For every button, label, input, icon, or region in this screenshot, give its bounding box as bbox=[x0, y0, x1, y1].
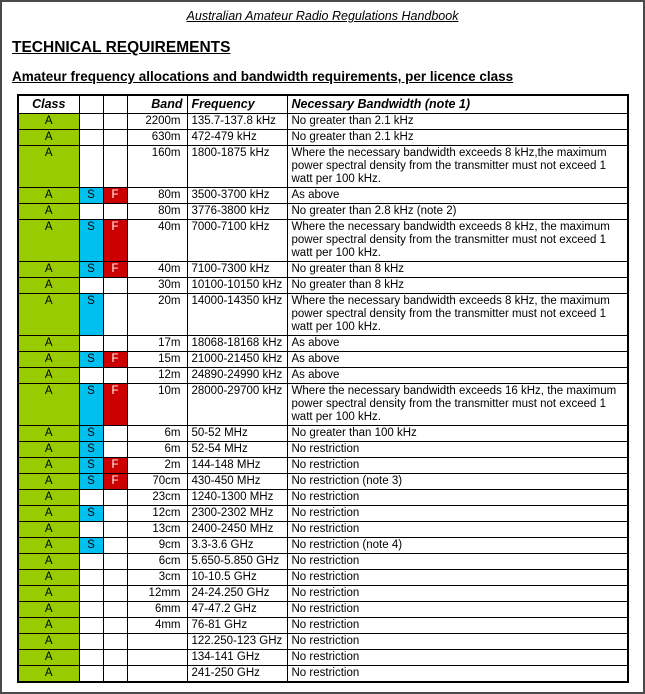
class-cell: A bbox=[18, 602, 79, 618]
band-cell: 80m bbox=[127, 204, 187, 220]
bandwidth-cell: No greater than 8 kHz bbox=[287, 278, 628, 294]
frequency-cell: 18068-18168 kHz bbox=[187, 336, 287, 352]
s-flag-cell: S bbox=[79, 384, 103, 426]
frequency-cell: 430-450 MHz bbox=[187, 474, 287, 490]
band-cell: 6mm bbox=[127, 602, 187, 618]
class-cell: A bbox=[18, 188, 79, 204]
band-cell: 80m bbox=[127, 188, 187, 204]
bandwidth-cell: No restriction bbox=[287, 666, 628, 683]
class-cell: A bbox=[18, 442, 79, 458]
table-row bbox=[18, 474, 628, 490]
s-flag-cell bbox=[79, 650, 103, 666]
class-cell: A bbox=[18, 130, 79, 146]
table-row bbox=[18, 426, 628, 442]
band-cell: 70cm bbox=[127, 474, 187, 490]
s-flag-cell bbox=[79, 336, 103, 352]
class-cell: A bbox=[18, 650, 79, 666]
s-flag-cell bbox=[79, 618, 103, 634]
s-flag-cell: S bbox=[79, 352, 103, 368]
class-cell: A bbox=[18, 384, 79, 426]
s-flag-cell: S bbox=[79, 474, 103, 490]
table-row bbox=[18, 506, 628, 522]
band-cell: 15m bbox=[127, 352, 187, 368]
frequency-cell: 76-81 GHz bbox=[187, 618, 287, 634]
frequency-cell: 3500-3700 kHz bbox=[187, 188, 287, 204]
frequency-cell: 134-141 GHz bbox=[187, 650, 287, 666]
class-cell: A bbox=[18, 426, 79, 442]
class-cell: A bbox=[18, 278, 79, 294]
table-row bbox=[18, 130, 628, 146]
frequency-cell: 144-148 MHz bbox=[187, 458, 287, 474]
f-flag-cell bbox=[103, 204, 127, 220]
f-flag-cell bbox=[103, 570, 127, 586]
f-flag-cell: F bbox=[103, 220, 127, 262]
bandwidth-cell: As above bbox=[287, 336, 628, 352]
frequency-cell: 52-54 MHz bbox=[187, 442, 287, 458]
bandwidth-cell: No restriction (note 3) bbox=[287, 474, 628, 490]
header-f-flag bbox=[103, 95, 127, 114]
frequency-cell: 1800-1875 kHz bbox=[187, 146, 287, 188]
bandwidth-cell: No restriction bbox=[287, 554, 628, 570]
frequency-cell: 14000-14350 kHz bbox=[187, 294, 287, 336]
frequency-allocations-table bbox=[17, 94, 629, 683]
bandwidth-cell: No greater than 100 kHz bbox=[287, 426, 628, 442]
class-cell: A bbox=[18, 490, 79, 506]
bandwidth-cell: As above bbox=[287, 368, 628, 384]
f-flag-cell bbox=[103, 130, 127, 146]
frequency-cell: 24890-24990 kHz bbox=[187, 368, 287, 384]
class-cell: A bbox=[18, 522, 79, 538]
frequency-cell: 10100-10150 kHz bbox=[187, 278, 287, 294]
band-cell: 6m bbox=[127, 426, 187, 442]
f-flag-cell: F bbox=[103, 262, 127, 278]
f-flag-cell bbox=[103, 278, 127, 294]
band-cell: 160m bbox=[127, 146, 187, 188]
f-flag-cell bbox=[103, 522, 127, 538]
band-cell: 30m bbox=[127, 278, 187, 294]
table-row bbox=[18, 294, 628, 336]
f-flag-cell: F bbox=[103, 384, 127, 426]
f-flag-cell bbox=[103, 336, 127, 352]
s-flag-cell: S bbox=[79, 188, 103, 204]
table-row bbox=[18, 458, 628, 474]
band-cell: 6cm bbox=[127, 554, 187, 570]
frequency-cell: 47-47.2 GHz bbox=[187, 602, 287, 618]
table-row bbox=[18, 650, 628, 666]
table-row bbox=[18, 602, 628, 618]
f-flag-cell bbox=[103, 554, 127, 570]
header-row bbox=[18, 95, 628, 114]
table-row bbox=[18, 442, 628, 458]
s-flag-cell bbox=[79, 634, 103, 650]
s-flag-cell: S bbox=[79, 442, 103, 458]
s-flag-cell: S bbox=[79, 458, 103, 474]
class-cell: A bbox=[18, 146, 79, 188]
bandwidth-cell: No greater than 2.8 kHz (note 2) bbox=[287, 204, 628, 220]
class-cell: A bbox=[18, 538, 79, 554]
frequency-cell: 24-24.250 GHz bbox=[187, 586, 287, 602]
s-flag-cell bbox=[79, 130, 103, 146]
table-row bbox=[18, 188, 628, 204]
bandwidth-cell: As above bbox=[287, 352, 628, 368]
table-row bbox=[18, 368, 628, 384]
band-cell: 2200m bbox=[127, 114, 187, 130]
bandwidth-cell: No restriction bbox=[287, 650, 628, 666]
document-title: Australian Amateur Radio Regulations Handbook bbox=[186, 9, 459, 23]
table-row bbox=[18, 220, 628, 262]
s-flag-cell bbox=[79, 522, 103, 538]
table-row bbox=[18, 262, 628, 278]
header-frequency: Frequency bbox=[187, 95, 287, 114]
frequency-cell: 472-479 kHz bbox=[187, 130, 287, 146]
section-heading: TECHNICAL REQUIREMENTS bbox=[12, 39, 231, 56]
bandwidth-cell: No restriction bbox=[287, 522, 628, 538]
table-body bbox=[18, 114, 628, 683]
s-flag-cell: S bbox=[79, 220, 103, 262]
band-cell: 3cm bbox=[127, 570, 187, 586]
frequency-cell: 5.650-5.850 GHz bbox=[187, 554, 287, 570]
class-cell: A bbox=[18, 352, 79, 368]
band-cell: 10m bbox=[127, 384, 187, 426]
frequency-cell: 10-10.5 GHz bbox=[187, 570, 287, 586]
band-cell: 12m bbox=[127, 368, 187, 384]
f-flag-cell: F bbox=[103, 474, 127, 490]
class-cell: A bbox=[18, 220, 79, 262]
table-row bbox=[18, 522, 628, 538]
f-flag-cell bbox=[103, 114, 127, 130]
class-cell: A bbox=[18, 368, 79, 384]
band-cell: 20m bbox=[127, 294, 187, 336]
f-flag-cell bbox=[103, 442, 127, 458]
table-row bbox=[18, 634, 628, 650]
s-flag-cell bbox=[79, 666, 103, 683]
f-flag-cell bbox=[103, 426, 127, 442]
table-row bbox=[18, 352, 628, 368]
frequency-cell: 2300-2302 MHz bbox=[187, 506, 287, 522]
table-row bbox=[18, 570, 628, 586]
frequency-cell: 2400-2450 MHz bbox=[187, 522, 287, 538]
f-flag-cell bbox=[103, 586, 127, 602]
header-s-flag bbox=[79, 95, 103, 114]
s-flag-cell bbox=[79, 278, 103, 294]
bandwidth-cell: No restriction bbox=[287, 602, 628, 618]
s-flag-cell bbox=[79, 554, 103, 570]
bandwidth-cell: No greater than 2.1 kHz bbox=[287, 114, 628, 130]
table-row bbox=[18, 384, 628, 426]
table-row bbox=[18, 666, 628, 683]
f-flag-cell bbox=[103, 634, 127, 650]
table-row bbox=[18, 586, 628, 602]
f-flag-cell: F bbox=[103, 352, 127, 368]
band-cell bbox=[127, 666, 187, 683]
class-cell: A bbox=[18, 458, 79, 474]
bandwidth-cell: No restriction bbox=[287, 442, 628, 458]
frequency-cell: 7100-7300 kHz bbox=[187, 262, 287, 278]
f-flag-cell bbox=[103, 506, 127, 522]
f-flag-cell bbox=[103, 538, 127, 554]
f-flag-cell: F bbox=[103, 188, 127, 204]
s-flag-cell bbox=[79, 368, 103, 384]
bandwidth-cell: Where the necessary bandwidth exceeds 8 kHz,the maximum power spectral density from the transmitter must not exceed 1 watt per 100 kHz. bbox=[287, 146, 628, 188]
table-row bbox=[18, 538, 628, 554]
s-flag-cell bbox=[79, 570, 103, 586]
class-cell: A bbox=[18, 262, 79, 278]
frequency-cell: 135.7-137.8 kHz bbox=[187, 114, 287, 130]
header-necessary-bandwidth: Necessary Bandwidth (note 1) bbox=[287, 95, 628, 114]
s-flag-cell bbox=[79, 602, 103, 618]
class-cell: A bbox=[18, 204, 79, 220]
bandwidth-cell: Where the necessary bandwidth exceeds 8 kHz, the maximum power spectral density from the transmitter must not exceed 1 watt per 100 kHz. bbox=[287, 294, 628, 336]
f-flag-cell: F bbox=[103, 458, 127, 474]
f-flag-cell bbox=[103, 618, 127, 634]
bandwidth-cell: No restriction bbox=[287, 634, 628, 650]
f-flag-cell bbox=[103, 490, 127, 506]
bandwidth-cell: No restriction bbox=[287, 618, 628, 634]
bandwidth-cell: No restriction bbox=[287, 458, 628, 474]
frequency-cell: 241-250 GHz bbox=[187, 666, 287, 683]
table-row bbox=[18, 336, 628, 352]
table-row bbox=[18, 278, 628, 294]
bandwidth-cell: No greater than 8 kHz bbox=[287, 262, 628, 278]
s-flag-cell: S bbox=[79, 506, 103, 522]
frequency-cell: 21000-21450 kHz bbox=[187, 352, 287, 368]
frequency-cell: 1240-1300 MHz bbox=[187, 490, 287, 506]
s-flag-cell bbox=[79, 204, 103, 220]
bandwidth-cell: No restriction bbox=[287, 570, 628, 586]
f-flag-cell bbox=[103, 294, 127, 336]
band-cell bbox=[127, 634, 187, 650]
band-cell: 40m bbox=[127, 220, 187, 262]
s-flag-cell bbox=[79, 586, 103, 602]
bandwidth-cell: No greater than 2.1 kHz bbox=[287, 130, 628, 146]
table-row bbox=[18, 618, 628, 634]
document-page bbox=[2, 8, 643, 683]
class-cell: A bbox=[18, 554, 79, 570]
f-flag-cell bbox=[103, 602, 127, 618]
band-cell: 23cm bbox=[127, 490, 187, 506]
band-cell: 4mm bbox=[127, 618, 187, 634]
s-flag-cell bbox=[79, 114, 103, 130]
s-flag-cell: S bbox=[79, 538, 103, 554]
class-cell: A bbox=[18, 618, 79, 634]
class-cell: A bbox=[18, 114, 79, 130]
table-caption: Amateur frequency allocations and bandwidth requirements, per licence class bbox=[12, 69, 514, 84]
class-cell: A bbox=[18, 570, 79, 586]
band-cell: 17m bbox=[127, 336, 187, 352]
class-cell: A bbox=[18, 474, 79, 490]
band-cell: 630m bbox=[127, 130, 187, 146]
bandwidth-cell: Where the necessary bandwidth exceeds 8 kHz, the maximum power spectral density from the transmitter must not exceed 1 watt per 100 kHz. bbox=[287, 220, 628, 262]
table-row bbox=[18, 204, 628, 220]
band-cell: 9cm bbox=[127, 538, 187, 554]
bandwidth-cell: Where the necessary bandwidth exceeds 16 kHz, the maximum power spectral density from the transmitter must not exceed 1 watt per 100 kHz. bbox=[287, 384, 628, 426]
band-cell: 12mm bbox=[127, 586, 187, 602]
f-flag-cell bbox=[103, 650, 127, 666]
class-cell: A bbox=[18, 294, 79, 336]
frequency-cell: 7000-7100 kHz bbox=[187, 220, 287, 262]
frequency-cell: 28000-29700 kHz bbox=[187, 384, 287, 426]
bandwidth-cell: No restriction bbox=[287, 586, 628, 602]
class-cell: A bbox=[18, 336, 79, 352]
frequency-cell: 3.3-3.6 GHz bbox=[187, 538, 287, 554]
f-flag-cell bbox=[103, 146, 127, 188]
s-flag-cell: S bbox=[79, 426, 103, 442]
class-cell: A bbox=[18, 586, 79, 602]
s-flag-cell: S bbox=[79, 262, 103, 278]
frequency-cell: 50-52 MHz bbox=[187, 426, 287, 442]
frequency-cell: 3776-3800 kHz bbox=[187, 204, 287, 220]
bandwidth-cell: No restriction (note 4) bbox=[287, 538, 628, 554]
header-class: Class bbox=[18, 95, 79, 114]
f-flag-cell bbox=[103, 368, 127, 384]
table-row bbox=[18, 490, 628, 506]
f-flag-cell bbox=[103, 666, 127, 683]
s-flag-cell: S bbox=[79, 294, 103, 336]
bandwidth-cell: As above bbox=[287, 188, 628, 204]
class-cell: A bbox=[18, 666, 79, 683]
class-cell: A bbox=[18, 634, 79, 650]
band-cell: 6m bbox=[127, 442, 187, 458]
band-cell bbox=[127, 650, 187, 666]
table-row bbox=[18, 554, 628, 570]
bandwidth-cell: No restriction bbox=[287, 506, 628, 522]
class-cell: A bbox=[18, 506, 79, 522]
frequency-cell: 122.250-123 GHz bbox=[187, 634, 287, 650]
s-flag-cell bbox=[79, 490, 103, 506]
header-band: Band bbox=[127, 95, 187, 114]
table-row bbox=[18, 114, 628, 130]
table-row bbox=[18, 146, 628, 188]
band-cell: 2m bbox=[127, 458, 187, 474]
band-cell: 13cm bbox=[127, 522, 187, 538]
band-cell: 12cm bbox=[127, 506, 187, 522]
band-cell: 40m bbox=[127, 262, 187, 278]
bandwidth-cell: No restriction bbox=[287, 490, 628, 506]
s-flag-cell bbox=[79, 146, 103, 188]
